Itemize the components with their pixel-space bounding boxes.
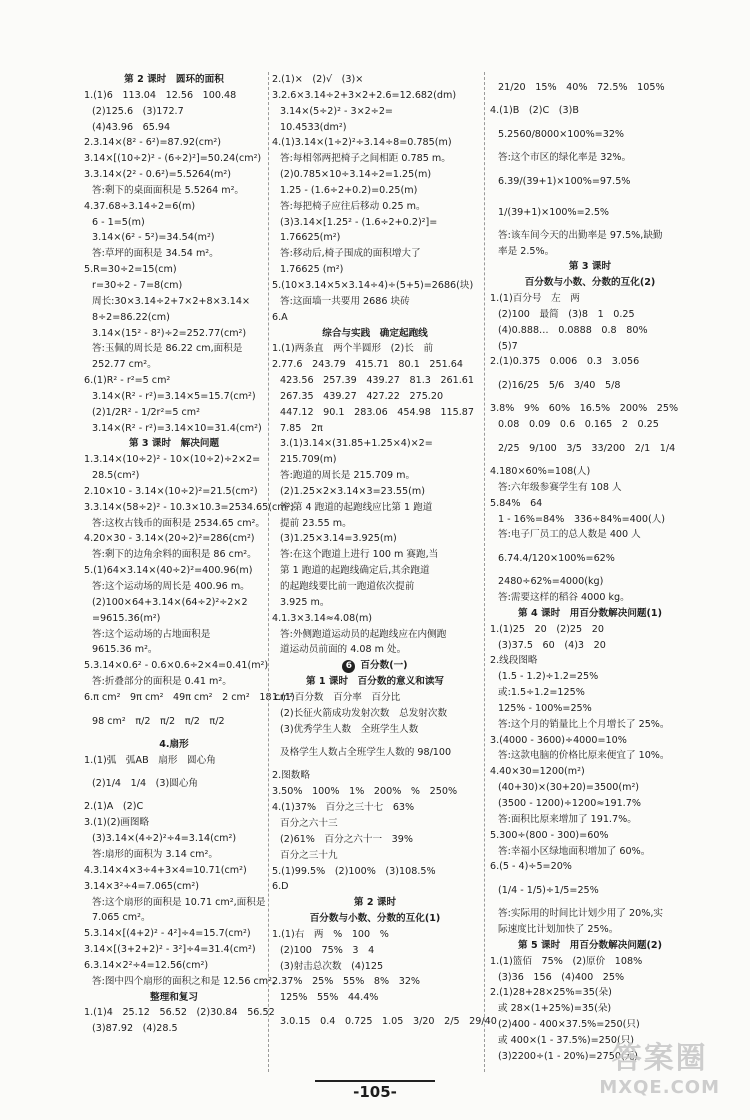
answer-line: 3.14×[(10÷2)² - (6÷2)²]=50.24(cm²) (84, 153, 262, 165)
answer-line: 答:每相邻两把椅子之间相距 0.785 m。 (280, 153, 451, 165)
answer-line: 4.(1)3.14×(1÷2)²÷3.14÷8=0.785(m) (272, 137, 452, 149)
answer-line: (2)100 最简 (3)8 1 0.25 (498, 308, 635, 320)
unit-heading (272, 658, 478, 674)
answer-line: 1.(1)篮佰 75% (2)原价 108% (490, 955, 643, 967)
answer-line: (2)400 - 400×37.5%=250(只) (498, 1019, 640, 1031)
answer-line: 答:这枚古钱币的面积是 2534.65 cm²。 (92, 517, 266, 529)
answer-line: 答:在这个跑道上进行 100 m 赛跑,当 (280, 549, 439, 561)
answer-line: 百分之六十三 (280, 817, 338, 829)
answer-line: 3.8% 9% 60% 16.5% 200% 25% (490, 403, 679, 415)
answer-line: 答:这面墙一共要用 2686 块砖 (280, 295, 410, 307)
answer-line: 1.76625 (m²) (280, 264, 344, 276)
answer-line: 答:需要这样的稻谷 4000 kg。 (498, 592, 630, 604)
answer-line: 答:这个扇形的面积是 10.71 cm²,面积是 (92, 896, 266, 908)
answer-line: 或 28×(1+25%)=35(朵) (498, 1003, 612, 1015)
answer-line: 答:外侧跑道运动员的起跑线应在内侧跑 (280, 628, 447, 640)
column-divider (268, 72, 269, 1072)
answer-line: 125% - 100%=25% (498, 702, 592, 714)
answer-line: 4.3.14×4×3÷4+3×4=10.71(cm²) (84, 864, 247, 876)
answer-line: 2/25 9/100 3/5 33/200 2/1 1/4 (498, 442, 676, 454)
section-heading: 4.扇形 (159, 738, 189, 750)
answer-line: 答:扇形的面积为 3.14 cm²。 (92, 848, 218, 860)
answer-line: 5.2560/8000×100%=32% (498, 128, 625, 140)
answer-line: 2.图数略 (272, 770, 310, 782)
section-heading: 第 1 课时 百分数的意义和读写 (305, 676, 445, 688)
section-heading: 百分数与小数、分数的互化(1) (309, 913, 441, 925)
answer-line: 125% 55% 44.4% (280, 992, 379, 1004)
answer-line: 答:这个市区的绿化率是 32%。 (498, 151, 632, 163)
section-heading: 第 4 课时 用百分数解决问题(1) (518, 607, 662, 619)
answer-line: (2)1.25×2×3.14×3=23.55(m) (280, 485, 425, 497)
answer-line: 5.R=30÷2=15(cm) (84, 264, 177, 276)
unit-title: 百分数(一) (360, 660, 408, 672)
answer-line: 423.56 257.39 439.27 81.3 261.61 (280, 375, 475, 387)
answer-line: (3)37.5 60 (4)3 20 (498, 639, 606, 651)
answer-line: 或 400×(1 - 37.5%)=250(只) (498, 1034, 635, 1046)
answer-line: 答:这个运动场的占地面积是 (92, 628, 211, 640)
answer-line: 7.065 cm²。 (92, 912, 151, 924)
answer-line: (5)7 (498, 340, 518, 352)
answer-line: 1.(1)百分数 百分率 百分比 (272, 691, 401, 703)
answer-line: 3.14×3²÷4=7.065(cm²) (84, 880, 199, 892)
answer-line: 提前 23.55 m。 (280, 517, 352, 529)
answer-line: 3.14×[(3+2+2)² - 3²]÷4=31.4(cm²) (84, 944, 256, 956)
answer-line: 第 1 跑道的起跑线确定后,其余跑道 (280, 565, 430, 577)
answer-line: 3.(1)3.14×(31.85+1.25×4)×2= (280, 438, 433, 450)
answer-line: (2)长征火箭成功发射次数 总发射次数 (280, 707, 448, 719)
answer-line: 4.(1)37% 百分之三十七 63% (272, 802, 415, 814)
answer-line: 3.3.14×(58÷2)² - 10.3×10.3=2534.65(cm²) (84, 501, 295, 513)
answer-line: 1 - 16%=84% 336÷84%=400(人) (498, 513, 666, 525)
answer-line: 3.50% 100% 1% 200% % 250% (272, 786, 458, 798)
answer-line: 答:图中四个扇形的面积之和是 12.56 cm²。 (92, 975, 282, 987)
answer-line: 6.(5 - 4)÷5=20% (490, 861, 572, 873)
answer-line: 3.(1)(2)画图略 (84, 817, 150, 829)
answer-line: 周长:30×3.14÷2+7×2+8×3.14× (92, 295, 251, 307)
answer-line: (2)0.785×10÷3.14÷2=1.25(m) (280, 169, 432, 181)
answer-line: r=30÷2 - 7=8(cm) (92, 279, 183, 291)
answer-line: 1.(1)两条直 两个半圆形 (2)长 前 (272, 343, 434, 355)
answer-line: 1.76625(m²) (280, 232, 341, 244)
column-divider (484, 72, 485, 1072)
answer-line: (40+30)×(30+20)=3500(m²) (498, 782, 640, 794)
answer-line: (2)100×64+3.14×(64÷2)²÷2×2 (92, 596, 248, 608)
answer-line: 5.(1)99.5% (2)100% (3)108.5% (272, 865, 436, 877)
answer-line: 答:第 4 跑道的起跑线应比第 1 跑道 (280, 501, 433, 513)
page-number-rule (315, 1080, 435, 1082)
answer-line: 或:1.5÷1.2=125% (498, 687, 585, 699)
answer-line: 及格学生人数占全班学生人数的 98/100 (280, 747, 452, 759)
answer-line: 的起跑线要比前一跑道依次提前 (280, 581, 415, 592)
watermark (599, 1033, 720, 1098)
section-heading: 第 3 课时 (568, 261, 612, 273)
answer-line: 3.2.6×3.14÷2+3×2+2.6=12.682(dm) (272, 89, 457, 101)
answer-line: 答:这款电脑的价格比原来便宜了 10%。 (498, 750, 670, 762)
section-heading: 第 2 课时 (353, 897, 397, 909)
answer-line: 5.84% 64 (490, 497, 543, 509)
answer-line: 1.(1)6 113.04 12.56 100.48 (84, 89, 237, 101)
answer-line: 1.(1)弧 弧AB 扇形 圆心角 (84, 754, 216, 766)
answer-line: 4.37.68÷3.14÷2=6(m) (84, 200, 196, 212)
answer-line: 28.5(cm²) (92, 470, 140, 482)
answer-line: 3.0.15 0.4 0.725 1.05 3/20 2/5 29/40 (280, 1016, 497, 1028)
section-heading: 第 2 课时 圆环的面积 (124, 74, 224, 85)
answer-line: 267.35 439.27 427.22 275.20 (280, 390, 444, 402)
answer-line: 答:幸福小区绿地面积增加了 60%。 (498, 845, 651, 857)
answer-line: 5.3.14×[(4+2)² - 4²]÷4=15.7(cm²) (84, 928, 251, 940)
answer-line: 0.08 0.09 0.6 0.165 2 0.25 (498, 419, 659, 431)
answer-line: 6.π cm² 9π cm² 49π cm² 2 cm² 18 cm² (84, 691, 294, 703)
answer-line: 5.(10×3.14×5×3.14÷4)÷(5+5)=2686(块) (272, 279, 474, 291)
answer-line: 1.(1)25 20 (2)25 20 (490, 623, 604, 635)
answer-line: (3)2200÷(1 - 20%)=2750(元) (498, 1050, 639, 1062)
answer-line: 215.709(m) (280, 454, 337, 466)
answer-line: 5.(1)64×3.14×(40÷2)²=400.96(m) (84, 565, 253, 577)
answer-line: 2.(1)A (2)C (84, 801, 144, 813)
answer-line: 4.180×60%=108(人) (490, 465, 591, 477)
answer-line: 6 - 1=5(m) (92, 216, 145, 228)
answer-line: 1/(39+1)×100%=2.5% (498, 206, 610, 218)
answer-column-middle (272, 72, 497, 1037)
answer-line: (3)3.14×(4÷2)²÷4=3.14(cm²) (92, 833, 237, 845)
answer-line: 3.3.14×(2² - 0.6²)=5.5264(m²) (84, 169, 231, 181)
answer-line: 252.77 cm²。 (92, 359, 157, 371)
section-heading: 第 5 课时 用百分数解决问题(2) (518, 939, 662, 951)
unit-number-badge: 6 (342, 660, 355, 673)
answer-line: 率是 2.5%。 (498, 245, 555, 257)
answer-line: 3.14×(6² - 5²)=34.54(m²) (92, 232, 215, 244)
answer-line: 5.300÷(800 - 300)=60% (490, 829, 609, 841)
answer-line: 答:电子厂员工的总人数是 400 人 (498, 529, 641, 541)
answer-line: 1.(1)右 两 % 100 % (272, 928, 389, 940)
answer-line: 3.14×(15² - 8²)÷2=252.77(cm²) (92, 327, 247, 339)
answer-line: 答:每把椅子应往后移动 0.25 m。 (280, 200, 426, 212)
answer-line: 1.25 - (1.6÷2+0.2)=0.25(m) (280, 184, 418, 196)
answer-line: 答:移动后,椅子围成的面积增大了 (280, 248, 421, 260)
answer-line: 2.(1)28+28×25%=35(朵) (490, 987, 612, 999)
answer-line: 4.(1)B (2)C (3)B (490, 105, 579, 116)
answer-line: 答:这个月的销量比上个月增长了 25%。 (498, 718, 670, 730)
answer-line: (2)61% 百分之六十一 39% (280, 833, 413, 845)
answer-line: 答:剩下的边角余料的面积是 86 cm²。 (92, 549, 257, 561)
answer-line: 答:面积比原来增加了 191.7%。 (498, 813, 637, 825)
answer-line: 3.14×(R² - r²)=3.14×5=15.7(cm²) (92, 390, 256, 402)
answer-line: 2.37% 25% 55% 8% 32% (272, 976, 421, 988)
answer-line: 3.14×(5÷2)² - 3×2÷2= (280, 105, 393, 117)
answer-line: 2.10×10 - 3.14×(10÷2)²=21.5(cm²) (84, 485, 258, 497)
answer-line: 447.12 90.1 283.06 454.98 115.87 (280, 406, 475, 418)
answer-line: 5.3.14×0.6² - 0.6×0.6÷2×4=0.41(m²) (84, 660, 269, 672)
answer-line: 21/20 15% 40% 72.5% 105% (498, 82, 665, 93)
answer-line: (3)1.25×3.14=3.925(m) (280, 533, 397, 545)
answer-line: 6.39/(39+1)×100%=97.5% (498, 175, 631, 187)
answer-line: 答:六年级参赛学生有 108 人 (498, 481, 622, 493)
answer-line: 答:该车间今天的出勤率是 97.5%,缺勤 (498, 229, 663, 241)
answer-line: 2.3.14×(8² - 6²)=87.92(cm²) (84, 137, 221, 149)
watermark-logo: 答案圈 (611, 1041, 708, 1076)
answer-column-right (490, 72, 690, 1065)
answer-line: 道运动员前面的 4.08 m 处。 (280, 644, 407, 656)
answer-line: 3.(4000 - 3600)÷4000=10% (490, 734, 627, 746)
answer-line: (2)1/2R² - 1/2r²=5 cm² (92, 406, 200, 418)
answer-line: 98 cm² π/2 π/2 π/2 π/2 (92, 715, 225, 727)
answer-line: 4.40×30=1200(m²) (490, 766, 585, 778)
answer-line: 2.77.6 243.79 415.71 80.1 251.64 (272, 359, 463, 371)
answer-line: 答:折叠部分的面积是 0.41 m²。 (92, 676, 232, 688)
answer-line: 答:跑道的周长是 215.709 m。 (280, 470, 416, 482)
answer-line: (3)3.14×[1.25² - (1.6÷2+0.2)²]= (280, 216, 438, 228)
answer-line: 2480÷62%=4000(kg) (498, 576, 604, 588)
answer-line: 际速度比计划加快了 25%。 (498, 924, 619, 936)
answer-line: (4)0.888… 0.0888 0.8 80% (498, 324, 648, 336)
answer-line: =9615.36(m²) (92, 612, 161, 624)
answer-line: 6.D (272, 881, 289, 893)
answer-line: 答:草坪的面积是 34.54 m²。 (92, 248, 219, 260)
answer-line: 答:玉佩的周长是 86.22 cm,面积是 (92, 343, 243, 355)
answer-line: (2)100 75% 3 4 (280, 944, 375, 956)
answer-line: (2)1/4 1/4 (3)圆心角 (92, 778, 199, 790)
answer-line: (3)优秀学生人数 全班学生人数 (280, 723, 419, 735)
answer-line: (3500 - 1200)÷1200≈191.7% (498, 798, 641, 809)
answer-line: 6.3.14×2²÷4=12.56(cm²) (84, 959, 209, 971)
section-heading: 第 3 课时 解决问题 (128, 438, 220, 450)
answer-line: 4.20×30 - 3.14×(20÷2)²=286(cm²) (84, 533, 255, 545)
answer-line: 9615.36 m²。 (92, 644, 158, 656)
answer-line: 1.(1)百分号 左 两 (490, 293, 580, 305)
answer-line: 3.925 m。 (280, 596, 330, 608)
answer-line: (3)36 156 (4)400 25% (498, 971, 625, 983)
answer-line: (3)射击总次数 (4)125 (280, 960, 384, 972)
answer-line: 2.线段图略 (490, 655, 538, 667)
answer-line: (3)87.92 (4)28.5 (92, 1023, 178, 1035)
section-heading: 综合与实践 确定起跑线 (322, 327, 428, 339)
answer-line: 答:剩下的桌面面积是 5.5264 m²。 (92, 184, 245, 196)
answer-line: (2)125.6 (3)172.7 (92, 105, 184, 117)
answer-line: 6.(1)R² - r²=5 cm² (84, 375, 171, 387)
answer-line: 6.74.4/120×100%=62% (498, 553, 615, 565)
answer-line: 2.(1)× (2)√ (3)× (272, 74, 364, 85)
answer-line: 答:实际用的时间比计划少用了 20%,实 (498, 908, 663, 920)
watermark-url: MXQE.COM (599, 1077, 720, 1098)
section-heading: 百分数与小数、分数的互化(2) (524, 277, 656, 289)
answer-line: (2)16/25 5/6 3/40 5/8 (498, 380, 621, 392)
answer-line: 2.(1)0.375 0.006 0.3 3.056 (490, 356, 640, 368)
section-heading: 整理和复习 (150, 991, 198, 1003)
answer-line: 百分之三十九 (280, 849, 338, 861)
answer-line: (4)43.96 65.94 (92, 121, 171, 133)
answer-line: 答:这个运动场的周长是 400.96 m。 (92, 581, 250, 592)
answer-line: 1.(1)4 25.12 56.52 (2)30.84 56.52 (84, 1007, 275, 1019)
answer-line: 1.3.14×(10÷2)² - 10×(10÷2)÷2×2= (84, 454, 261, 466)
page-number-text: -105- (353, 1083, 397, 1101)
answer-line: 8÷2=86.22(cm) (92, 311, 170, 323)
answer-line: 6.A (272, 311, 288, 323)
answer-line: (1/4 - 1/5)÷1/5=25% (498, 885, 599, 897)
answer-line: 3.14×(R² - r²)=3.14×10=31.4(cm²) (92, 422, 262, 434)
answer-line: 4.1.3×3.14≈4.08(m) (272, 612, 373, 624)
answer-line: (1.5 - 1.2)÷1.2=25% (498, 671, 599, 683)
answer-line: 7.85 2π (280, 422, 323, 434)
answer-line: 10.4533(dm²) (280, 121, 347, 133)
